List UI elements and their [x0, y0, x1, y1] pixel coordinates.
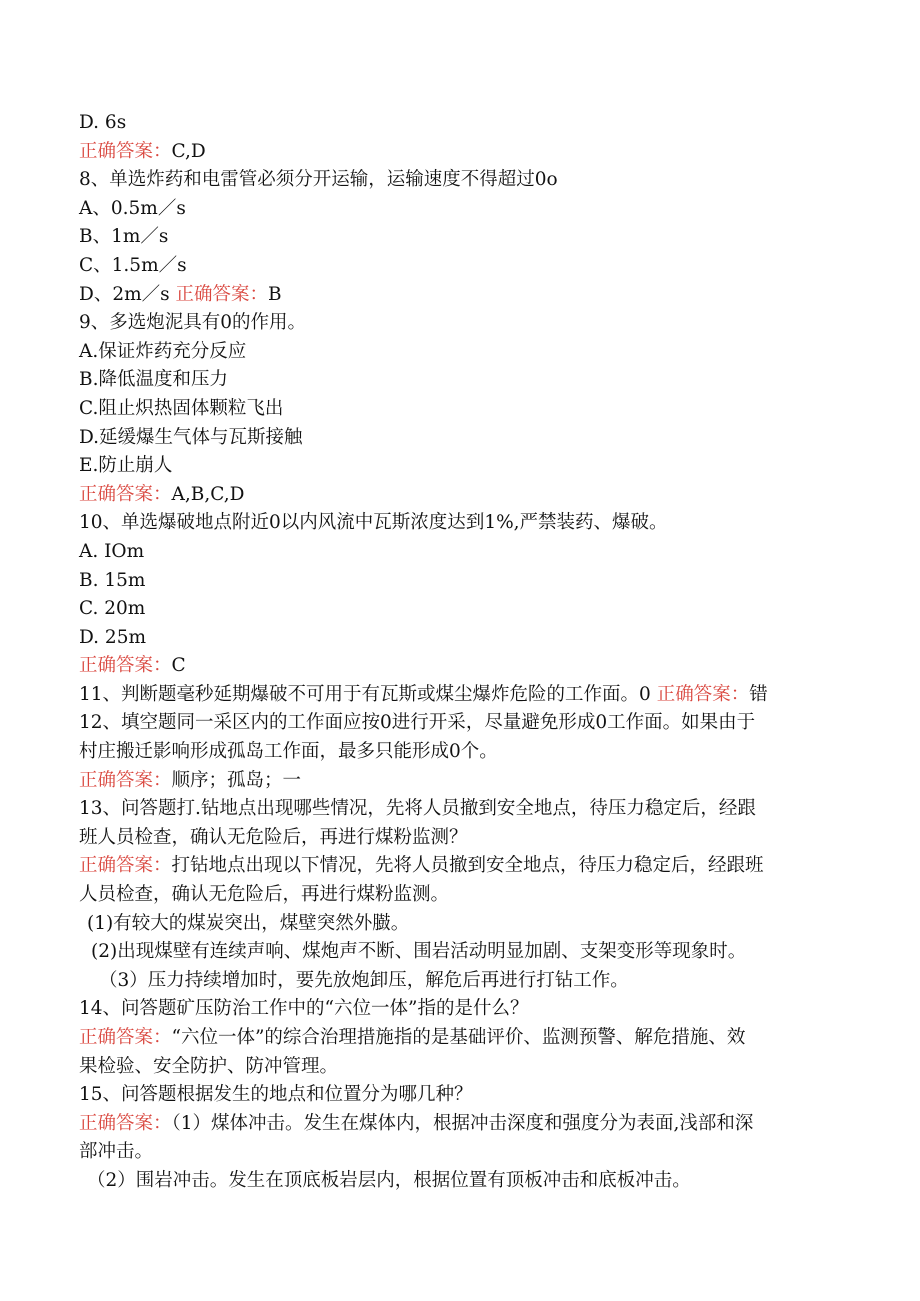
- answer-text-line: (2)出现煤壁有连续声响、煤炮声不断、围岩活动明显加剧、支架变形等现象时。: [91, 941, 747, 963]
- answer-text-line: 人员检查，确认无危险后，再进行煤粉监测。: [79, 884, 450, 906]
- answer-value: B: [268, 283, 282, 305]
- answer-line: [79, 138, 839, 167]
- answer-label: 正确答案：: [79, 1027, 172, 1048]
- answer-text-line: 果检验、安全防护、防冲管理。: [79, 1055, 339, 1077]
- question-line: 12、填空题同一采区内的工作面应按0进行开采，尽量避免形成0工作面。如果由于: [79, 712, 756, 734]
- answer-value: A,B,C,D: [171, 483, 245, 505]
- answer-label: 正确答案：: [79, 140, 172, 162]
- answer-line: [79, 652, 839, 681]
- answer-value: 错: [749, 683, 768, 705]
- answer-label: 正确答案：: [79, 655, 172, 677]
- answer-value: C: [171, 655, 186, 677]
- answer-value: C,D: [171, 140, 206, 162]
- answer-text-line: （3）压力持续增加时，要先放炮卸压，解危后再进行打钻工作。: [99, 969, 629, 991]
- answer-line: [79, 767, 839, 796]
- answer-label: 正确答案：: [656, 683, 750, 705]
- option-line: D.延缓爆生气体与瓦斯接触: [79, 426, 303, 448]
- option-line: A. IOm: [79, 540, 145, 562]
- question-line: 8、单选炸药和电雷管必须分开运输，运输速度不得超过0o: [79, 169, 558, 191]
- answer-value: 顺序；孤岛；一: [171, 769, 302, 791]
- answer-line: [79, 1110, 839, 1139]
- question-line: 村庄搬迁影响形成孤岛工作面，最多只能形成0个。: [79, 741, 498, 763]
- question-line: 14、问答题矿压防治工作中的“六位一体”指的是什么？: [79, 998, 529, 1020]
- option-text: D、2m／s: [79, 283, 170, 305]
- question-line: 10、单选爆破地点附近0以内风流中瓦斯浓度达到1%,严禁装药、爆破。: [79, 512, 668, 534]
- question-line: 15、问答题根据发生的地点和位置分为哪几种？: [79, 1084, 473, 1106]
- option-line: E.防止崩人: [79, 455, 173, 477]
- answer-label: 正确答案：: [79, 769, 172, 791]
- answer-label: 正确答案：: [79, 483, 172, 505]
- answer-line: [79, 481, 839, 510]
- option-line: C. 20m: [79, 598, 146, 620]
- answer-value: （1）煤体冲击。发生在煤体内，根据冲击深度和强度分为表面,浅部和深: [171, 1112, 754, 1134]
- option-line: A.保证炸药充分反应: [79, 340, 247, 362]
- answer-value: 打钻地点出现以下情况，先将人员撤到安全地点，待压力稳定后，经跟班: [171, 855, 764, 877]
- answer-text-line: (1)有较大的煤炭突出，煤壁突然外臌。: [87, 912, 410, 934]
- answer-line: [79, 1024, 839, 1053]
- question-line: 9、多选炮泥具有0的作用。: [79, 312, 307, 334]
- option-line: B、1m／s: [79, 226, 169, 248]
- option-line: B.降低温度和压力: [79, 369, 228, 391]
- answer-line: [79, 852, 839, 881]
- answer-text-line: （2）围岩冲击。发生在顶底板岩层内，根据位置有顶板冲击和底板冲击。: [87, 1169, 691, 1191]
- option-line: C.阻止炽热固体颗粒飞出: [79, 397, 284, 419]
- document-page: [79, 109, 839, 1196]
- question-answer-line: [79, 681, 839, 710]
- option-line: D. 25m: [79, 626, 147, 648]
- answer-label: 正确答案：: [79, 855, 172, 877]
- answer-label: 正确答案：: [79, 1112, 172, 1134]
- question-text: 11、判断题毫秒延期爆破不可用于有瓦斯或煤尘爆炸危险的工作面。0: [79, 683, 651, 705]
- option-line: D. 6s: [79, 112, 127, 133]
- answer-text-line: 部冲击。: [79, 1141, 154, 1163]
- option-line: B. 15m: [79, 569, 146, 591]
- answer-label: 正确答案：: [175, 283, 269, 305]
- question-line: 13、问答题打.钻地点出现哪些情况，先将人员撤到安全地点，待压力稳定后，经跟: [79, 798, 756, 820]
- option-line: C、1.5m／s: [79, 254, 187, 276]
- question-line: 班人员检查，确认无危险后，再进行煤粉监测？: [79, 826, 468, 848]
- option-line: A、0.5m／s: [79, 197, 186, 219]
- option-answer-line: [79, 281, 839, 310]
- answer-value: “六位一体”的综合治理措施指的是基础评价、监测预警、解危措施、效: [171, 1027, 746, 1048]
